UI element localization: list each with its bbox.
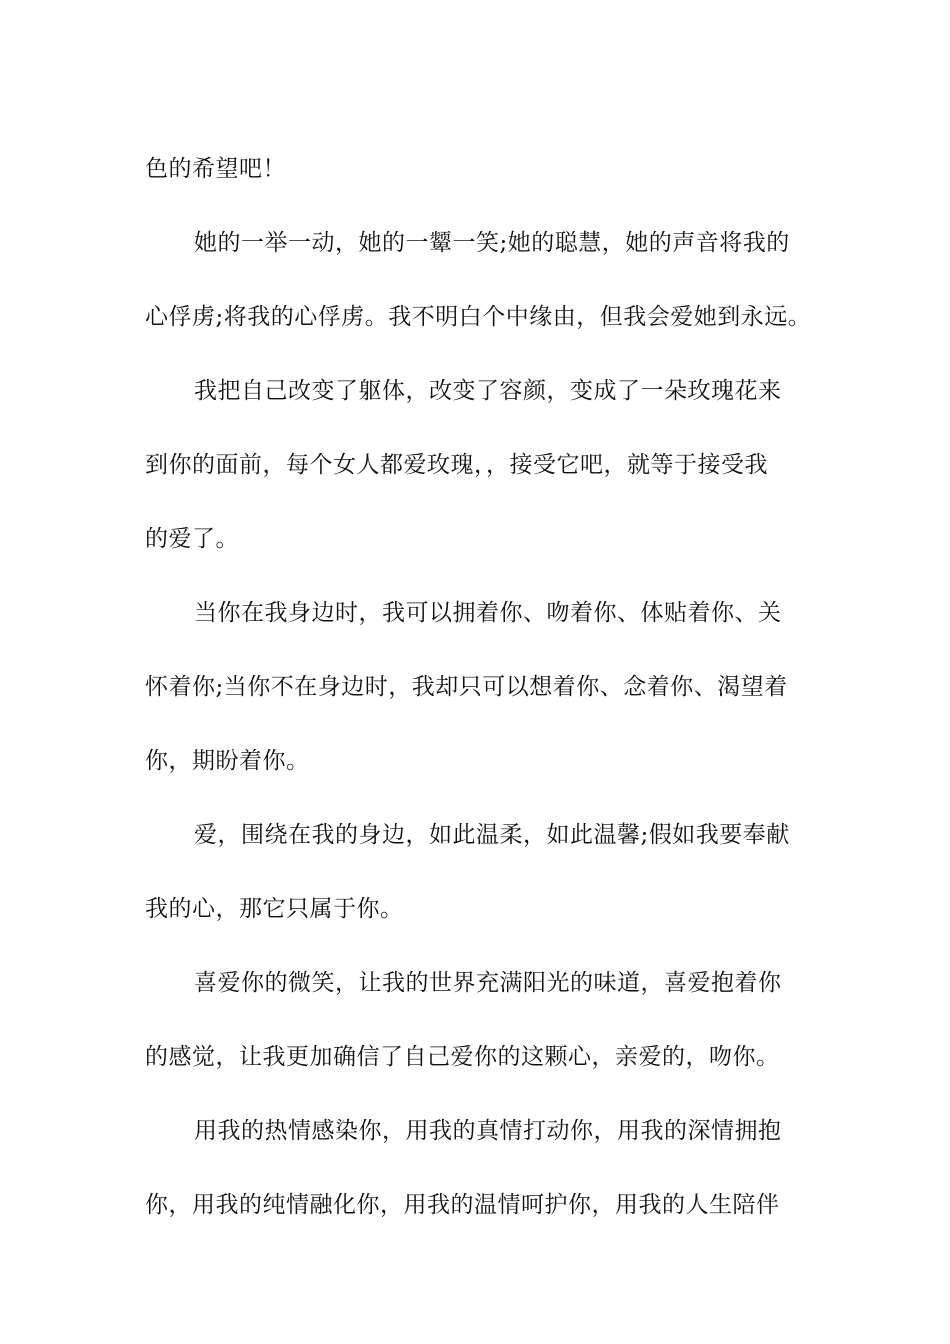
text-line: 她的一举一动，她的一颦一笑;她的聪慧，她的声音将我的 xyxy=(194,230,790,256)
text-line: 我的心，那它只属于你。 xyxy=(145,896,404,922)
text-line: 的爱了。 xyxy=(145,526,239,552)
body-text xyxy=(145,132,825,1242)
text-line: 爱，围绕在我的身边，如此温柔，如此温馨;假如我要奉献 xyxy=(194,822,790,848)
text-line: 喜爱你的微笑，让我的世界充满阳光的味道，喜爱抱着你 xyxy=(194,970,782,996)
text-line: 你，用我的纯情融化你，用我的温情呵护你，用我的人生陪伴 xyxy=(145,1192,780,1218)
text-line: 当你在我身边时，我可以拥着你、吻着你、体贴着你、关 xyxy=(194,600,782,626)
text-line: 我把自己改变了躯体，改变了容颜，变成了一朵玫瑰花来 xyxy=(194,378,782,404)
text-line: 你，期盼着你。 xyxy=(145,748,310,774)
text-line: 心俘虏;将我的心俘虏。我不明白个中缘由，但我会爱她到永远。 xyxy=(145,304,812,330)
text-line: 到你的面前，每个女人都爱玫瑰，，接受它吧，就等于接受我 xyxy=(145,452,768,478)
text-line: 用我的热情感染你，用我的真情打动你，用我的深情拥抱 xyxy=(194,1118,782,1144)
text-line: 怀着你;当你不在身边时，我却只可以想着你、念着你、渴望着 xyxy=(145,674,788,700)
text-line: 的感觉，让我更加确信了自己爱你的这颗心，亲爱的，吻你。 xyxy=(145,1044,780,1070)
text-line: 色的希望吧！ xyxy=(145,156,286,182)
